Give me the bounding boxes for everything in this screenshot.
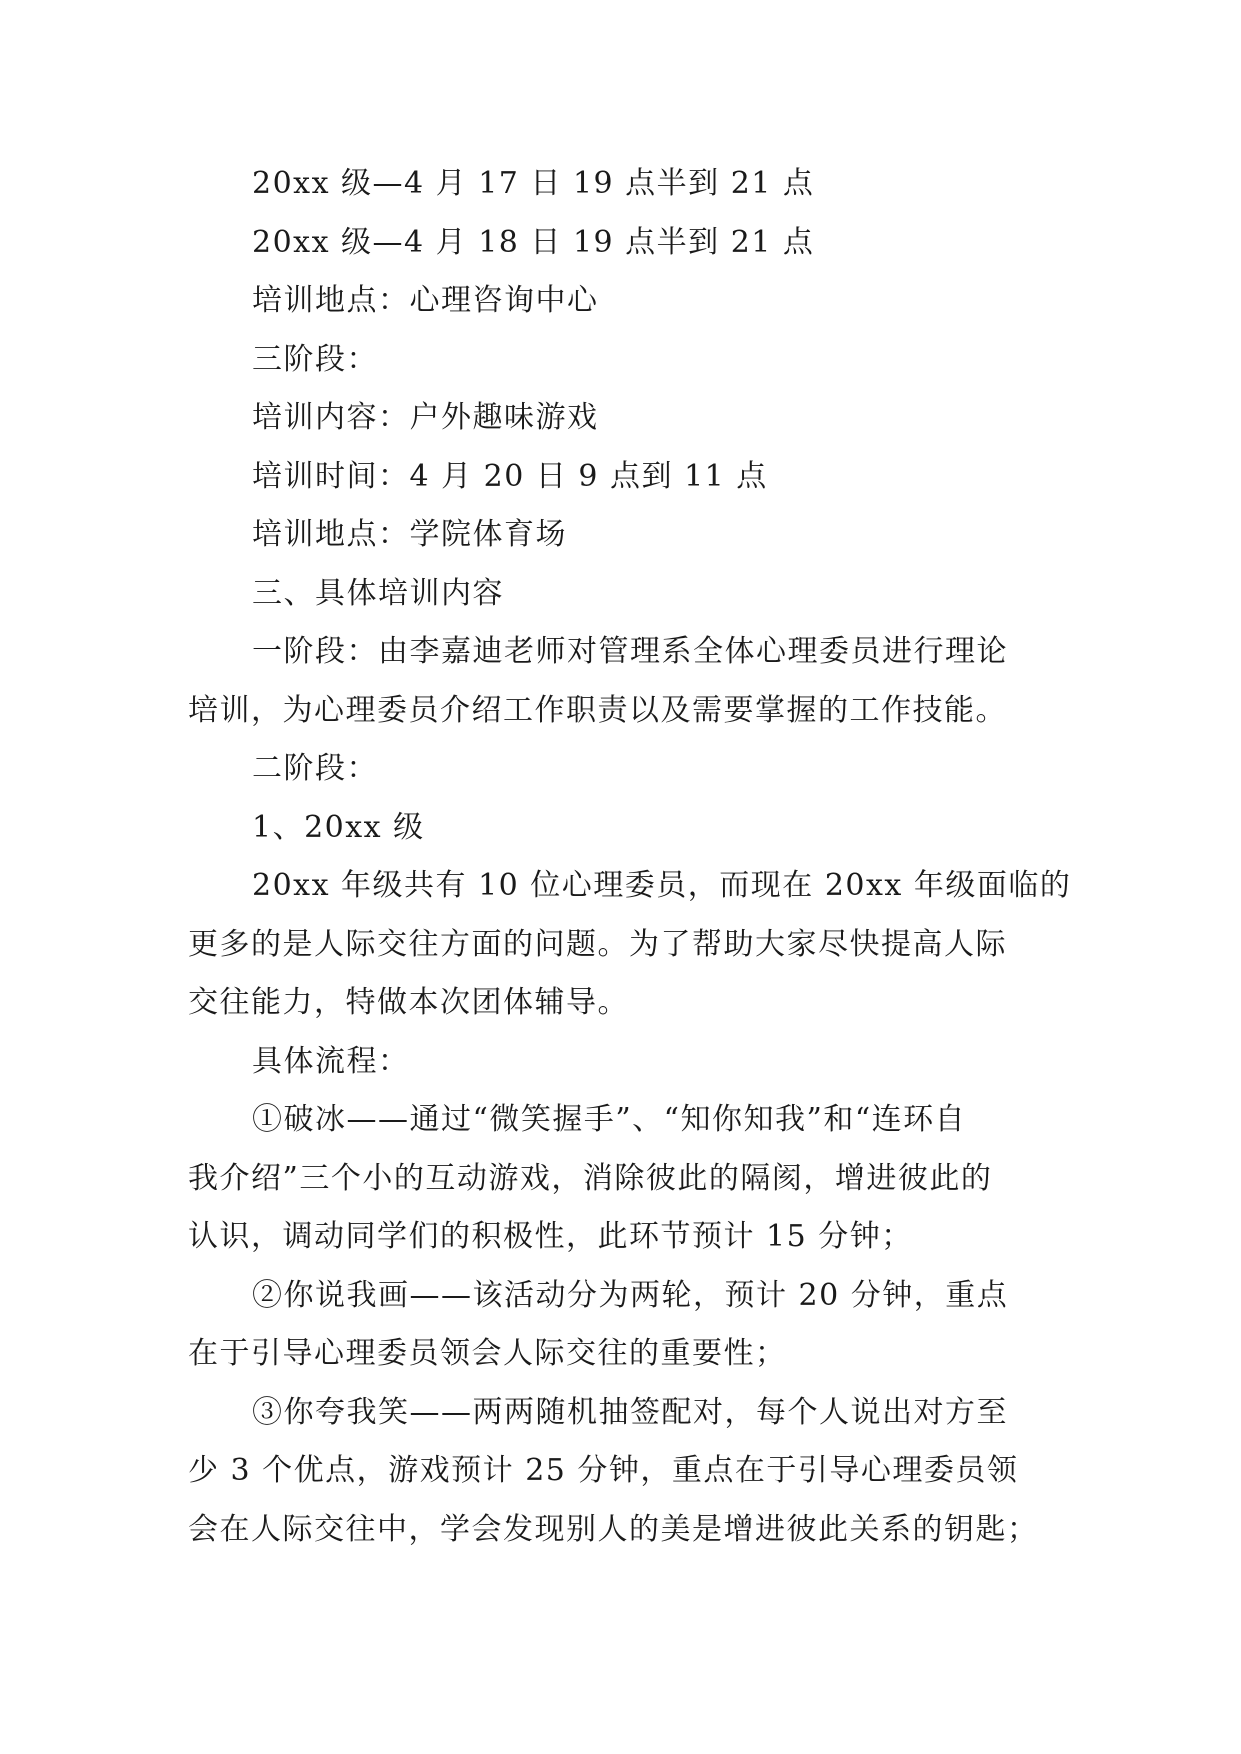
text-line-6: 培训时间：4 月 20 日 9 点到 11 点 — [252, 458, 768, 494]
text-line-20: ②你说我画——该活动分为两轮，预计 20 分钟，重点 — [252, 1277, 1009, 1313]
document-body — [188, 155, 1072, 1559]
text-line-24: 会在人际交往中，学会发现别人的美是增进彼此关系的钥匙； — [188, 1511, 1039, 1547]
text-line-9: 一阶段：由李嘉迪老师对管理系全体心理委员进行理论 — [252, 634, 1008, 669]
text-line-7: 培训地点：学院体育场 — [252, 517, 567, 552]
text-line-17: ①破冰——通过“微笑握手”、“知你知我”和“连环自 — [252, 1102, 967, 1137]
text-line-11: 二阶段： — [252, 751, 378, 786]
text-line-18: 我介绍”三个小的互动游戏，消除彼此的隔阂，增进彼此的 — [188, 1160, 993, 1196]
text-line-1: 20xx 级—4 月 17 日 19 点半到 21 点 — [252, 166, 815, 201]
text-line-10: 培训，为心理委员介绍工作职责以及需要掌握的工作技能。 — [188, 692, 1007, 728]
section-heading: 三、具体培训内容 — [252, 575, 504, 611]
text-line-5: 培训内容：户外趣味游戏 — [252, 400, 599, 435]
text-line-22: ③你夸我笑——两两随机抽签配对，每个人说出对方至 — [252, 1394, 1008, 1430]
text-line-2: 20xx 级—4 月 18 日 19 点半到 21 点 — [252, 224, 815, 260]
text-line-14: 更多的是人际交往方面的问题。为了帮助大家尽快提高人际 — [188, 926, 1007, 962]
text-line-12: 1、20xx 级 — [252, 809, 425, 845]
text-line-19: 认识，调动同学们的积极性，此环节预计 15 分钟； — [188, 1219, 913, 1254]
text-line-4: 三阶段： — [252, 341, 378, 377]
text-line-13: 20xx 年级共有 10 位心理委员，而现在 20xx 年级面临的 — [252, 868, 1072, 903]
text-line-23: 少 3 个优点，游戏预计 25 分钟，重点在于引导心理委员领 — [188, 1453, 1019, 1488]
text-line-15: 交往能力，特做本次团体辅导。 — [188, 985, 629, 1020]
text-line-21: 在于引导心理委员领会人际交往的重要性； — [188, 1336, 787, 1371]
text-line-3: 培训地点：心理咨询中心 — [252, 283, 599, 318]
text-line-16: 具体流程： — [252, 1043, 410, 1079]
